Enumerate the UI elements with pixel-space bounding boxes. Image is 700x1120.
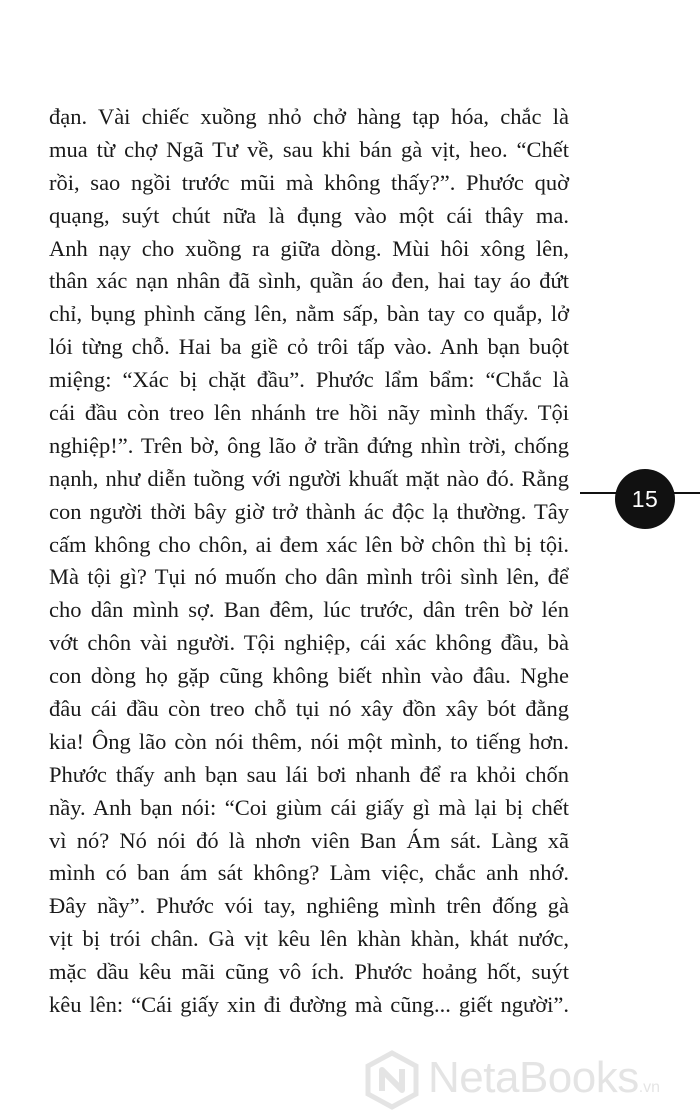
text-line: mình có ban ám sát không? Làm việc, chắc anh nhớ. xyxy=(49,860,569,886)
text-line: con dòng họ gặp cũng không biết nhìn vào đâu. Nghe xyxy=(49,663,569,689)
text-line: Phước thấy anh bạn sau lái bơi nhanh để ra khỏi chốn xyxy=(49,761,569,787)
text-line: nạnh, như diễn tuồng với người khuất mặt nào đó. Rằng xyxy=(49,465,569,491)
watermark xyxy=(362,1046,698,1112)
text-line: chỉ, bụng phình căng lên, nằm sấp, bàn tay co quắp, lở xyxy=(49,301,569,327)
text-line: Đây nầy”. Phước vói tay, nghiêng mình trên đống gà xyxy=(49,893,569,919)
netabooks-logo-icon xyxy=(362,1050,422,1110)
page-number: 15 xyxy=(615,469,675,529)
watermark-text xyxy=(428,1052,660,1114)
text-line: quạng, suýt chút nữa là đụng vào một cái thây ma. xyxy=(49,202,569,228)
text-line: đâu cái đầu còn treo chỗ tụi nó xây đồn xây bót đằng xyxy=(49,696,569,722)
text-line: thân xác nạn nhân đã sình, quần áo đen, hai tay áo đứt xyxy=(49,268,569,294)
body-text xyxy=(49,101,569,1022)
text-line: Mà tội gì? Tụi nó muốn cho dân mình trôi sình lên, để xyxy=(49,564,569,590)
text-line: cho dân mình sợ. Ban đêm, lúc trước, dân trên bờ lén xyxy=(49,597,569,623)
text-line: vì nó? Nó nói đó là nhơn viên Ban Ám sát. Làng xã xyxy=(49,827,569,853)
text-line: mặc dầu kêu mãi cũng vô ích. Phước hoảng hốt, suýt xyxy=(49,959,569,985)
text-line: mua từ chợ Ngã Tư về, sau khi bán gà vịt, heo. “Chết xyxy=(49,136,569,162)
text-line: nầy. Anh bạn nói: “Coi giùm cái giấy gì mà lại bị chết xyxy=(49,794,569,820)
text-line: nghiệp!”. Trên bờ, ông lão ở trần đứng nhìn trời, chống xyxy=(49,432,569,458)
text-line: kêu lên: “Cái giấy xin đi đường mà cũng... giết người”. xyxy=(49,992,569,1018)
text-line: vớt chôn vài người. Tội nghiệp, cái xác không đầu, bà xyxy=(49,630,569,656)
text-line: đạn. Vài chiếc xuồng nhỏ chở hàng tạp hóa, chắc là xyxy=(49,104,569,129)
watermark-brand: NetaBooks xyxy=(428,1053,639,1102)
text-line: kia! Ông lão còn nói thêm, nói một mình, to tiếng hơn. xyxy=(49,728,569,754)
text-line: cái đầu còn treo lên nhánh tre hồi nãy mình thấy. Tội xyxy=(49,400,569,426)
watermark-suffix: .vn xyxy=(638,1079,661,1096)
text-line: cấm không cho chôn, ai đem xác lên bờ chôn thì bị tội. xyxy=(49,531,569,557)
text-line: rồi, sao ngồi trước mũi mà không thấy?”. Phước quờ xyxy=(49,169,569,195)
text-line: miệng: “Xác bị chặt đầu”. Phước lẩm bẩm: “Chắc là xyxy=(49,367,569,393)
text-line: lói từng chỗ. Hai ba giề cỏ trôi tấp vào. Anh bạn buột xyxy=(49,334,569,360)
text-line: Anh nạy cho xuồng ra giữa dòng. Mùi hôi xông lên, xyxy=(49,235,569,261)
text-line: con người thời bây giờ trở thành ác độc lạ thường. Tây xyxy=(49,498,569,524)
text-line: vịt bị trói chân. Gà vịt kêu lên khàn khàn, khát nước, xyxy=(49,926,569,952)
